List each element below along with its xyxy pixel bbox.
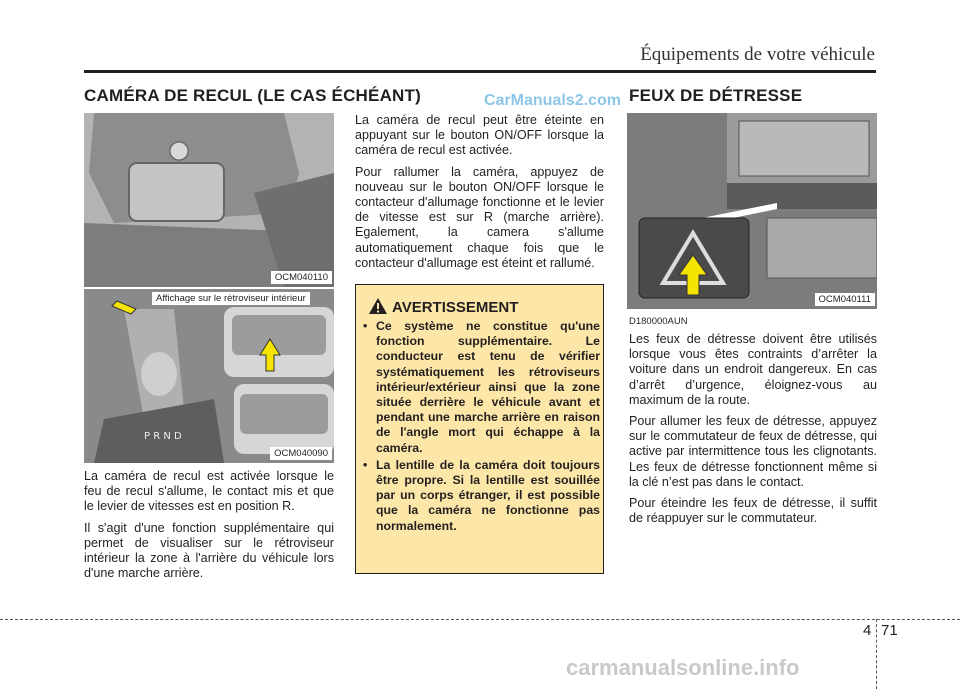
reference-code: D180000AUN (629, 316, 688, 327)
mirror-display-label: Affichage sur le rétroviseur intérieur (152, 292, 310, 305)
page-header-title: Équipements de votre véhicule (640, 44, 875, 65)
rear-car-illustration (84, 113, 334, 287)
watermark-carmanualsonline: carmanualsonline.info (566, 655, 800, 680)
warning-list (362, 319, 600, 536)
warning-title: AVERTISSEMENT (392, 299, 519, 316)
paragraph: Pour rallumer la caméra, appuyez de nouveau sur le bouton ON/OFF lorsque le contacteur d'allumage fonctionne et le levier de vitesse est sur R (marche arrière). Egalement, la camera s'allume automatiquement chaque fois que le contacteur d'allumage est éteint et rallumé. (355, 164, 604, 270)
paragraph: La caméra de recul est activée lorsque le feu de recul s'allume, le contact mis et que le levier de vitesses est en position R. (84, 469, 334, 514)
rear-camera-photo (84, 113, 334, 287)
section-title-rear-camera: CAMÉRA DE RECUL (LE CAS ÉCHÉANT) (84, 86, 421, 105)
shifter-mirror-photo (84, 289, 334, 463)
watermark-carmanuals: CarManuals2.com (484, 92, 621, 109)
warning-triangle-icon (368, 297, 388, 315)
warning-item: • La lentille de la caméra doit toujours être propre. Si la lentille est souillée par un corps étranger, il est possible que la caméra ne fonctionne pas normalement. (362, 458, 600, 534)
paragraph: Pour éteindre les feux de détresse, il suffit de réappuyer sur le commutateur. (629, 496, 877, 526)
camera-onoff-description (355, 113, 604, 277)
paragraph: Il s'agit d'une fonction supplémentaire qui permet de visualiser sur le rétroviseur intérieur la zone à l'arrière du véhicule lors d'une marche arrière. (84, 520, 334, 581)
paragraph: Pour allumer les feux de détresse, appuyez sur le commutateur de feux de détresse, qui active par intermittence tous les clignotants. Les feux de détresse fonctionnent même si la clé n’est pas dans le contact. (629, 414, 877, 489)
image-code-ocm040111: OCM040111 (815, 293, 875, 306)
page-number: 71 (881, 622, 898, 639)
shifter-mirror-illustration (84, 289, 334, 463)
paragraph: Les feux de détresse doivent être utilisés lorsque vous êtes contraints d’arrêter la voiture dans un endroit dangereux. En cas d’arrêt d’urgence, éloignez-vous au maximum de la route. (629, 332, 877, 407)
page-divider (876, 619, 877, 689)
chapter-number: 4 (863, 622, 872, 639)
image-code-ocm040110: OCM040110 (271, 271, 332, 284)
header-rule (84, 70, 876, 73)
hazard-lights-description (629, 332, 877, 532)
warning-item: • Ce système ne constitue qu'une fonction supplémentaire. Le conducteur est tenu de vérifier systématiquement les rétroviseurs intérieur/extérieur ainsi que la zone située derrière le véhicule avant et pendant une marche arrière en raison de l'angle mort qui échappe à la caméra. (362, 319, 600, 456)
image-code-ocm040090: OCM040090 (270, 447, 332, 460)
rear-camera-description (84, 469, 334, 587)
warning-box (355, 284, 604, 574)
hazard-switch-photo (627, 113, 877, 309)
svg-text:P R N D: P R N D (144, 431, 182, 442)
section-title-hazard-lights: FEUX DE DÉTRESSE (629, 86, 803, 105)
hazard-switch-illustration (627, 113, 877, 309)
paragraph: La caméra de recul peut être éteinte en appuyant sur le bouton ON/OFF lorsque la caméra de recul est activée. (355, 113, 604, 158)
footer-rule (0, 619, 960, 620)
